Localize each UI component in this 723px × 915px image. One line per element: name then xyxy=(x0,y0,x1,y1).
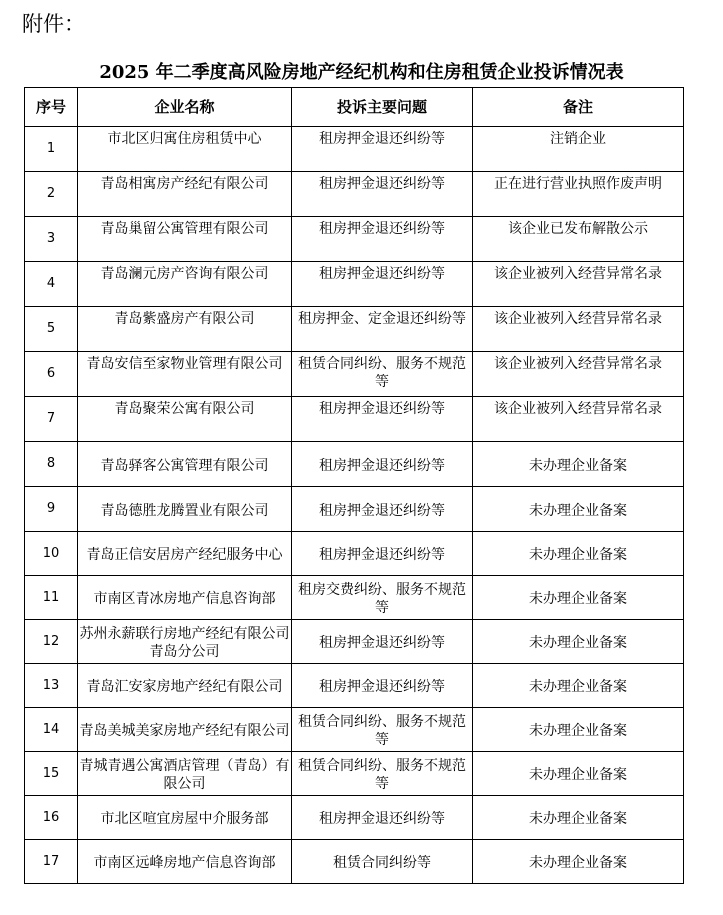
cell-company-name: 市南区远峰房地产信息咨询部 xyxy=(78,840,292,884)
cell-complaint-issue: 租赁合同纠纷、服务不规范等 xyxy=(292,708,473,752)
cell-complaint-issue: 租赁合同纠纷等 xyxy=(292,840,473,884)
cell-company-name: 苏州永薪联行房地产经纪有限公司青岛分公司 xyxy=(78,620,292,664)
table-row xyxy=(25,532,684,576)
table-row xyxy=(25,752,684,796)
column-header-name: 企业名称 xyxy=(78,88,292,127)
cell-no: 4 xyxy=(25,262,78,307)
cell-complaint-issue: 租房押金退还纠纷等 xyxy=(292,442,473,487)
table-row xyxy=(25,796,684,840)
cell-complaint-issue: 租房押金退还纠纷等 xyxy=(292,172,473,217)
cell-complaint-issue: 租房押金退还纠纷等 xyxy=(292,217,473,262)
cell-note: 注销企业 xyxy=(473,127,684,172)
cell-company-name: 青岛巢留公寓管理有限公司 xyxy=(78,217,292,262)
cell-note: 未办理企业备案 xyxy=(473,840,684,884)
cell-no: 6 xyxy=(25,352,78,397)
cell-company-name: 青城青遇公寓酒店管理（青岛）有限公司 xyxy=(78,752,292,796)
cell-complaint-issue: 租房押金退还纠纷等 xyxy=(292,664,473,708)
cell-company-name: 青岛德胜龙腾置业有限公司 xyxy=(78,487,292,532)
cell-company-name: 青岛相寓房产经纪有限公司 xyxy=(78,172,292,217)
cell-note: 未办理企业备案 xyxy=(473,532,684,576)
cell-complaint-issue: 租房押金退还纠纷等 xyxy=(292,620,473,664)
cell-note: 未办理企业备案 xyxy=(473,796,684,840)
table-row xyxy=(25,840,684,884)
table-row xyxy=(25,352,684,397)
cell-note: 未办理企业备案 xyxy=(473,708,684,752)
table-row xyxy=(25,576,684,620)
cell-note: 未办理企业备案 xyxy=(473,442,684,487)
cell-no: 2 xyxy=(25,172,78,217)
table-row xyxy=(25,397,684,442)
cell-company-name: 青岛安信至家物业管理有限公司 xyxy=(78,352,292,397)
table-row xyxy=(25,487,684,532)
cell-no: 1 xyxy=(25,127,78,172)
cell-company-name: 市北区归寓住房租赁中心 xyxy=(78,127,292,172)
cell-no: 7 xyxy=(25,397,78,442)
table-header-row xyxy=(25,88,684,127)
cell-note: 该企业已发布解散公示 xyxy=(473,217,684,262)
cell-note: 未办理企业备案 xyxy=(473,664,684,708)
cell-company-name: 市北区喧宜房屋中介服务部 xyxy=(78,796,292,840)
cell-complaint-issue: 租房押金退还纠纷等 xyxy=(292,127,473,172)
cell-company-name: 青岛聚荣公寓有限公司 xyxy=(78,397,292,442)
table-row xyxy=(25,664,684,708)
cell-note: 该企业被列入经营异常名录 xyxy=(473,397,684,442)
cell-no: 10 xyxy=(25,532,78,576)
cell-company-name: 青岛汇安家房地产经纪有限公司 xyxy=(78,664,292,708)
cell-no: 12 xyxy=(25,620,78,664)
table-row xyxy=(25,307,684,352)
cell-no: 15 xyxy=(25,752,78,796)
cell-company-name: 青岛正信安居房产经纪服务中心 xyxy=(78,532,292,576)
cell-company-name: 青岛美城美家房地产经纪有限公司 xyxy=(78,708,292,752)
cell-complaint-issue: 租房押金退还纠纷等 xyxy=(292,796,473,840)
cell-complaint-issue: 租房押金退还纠纷等 xyxy=(292,397,473,442)
cell-note: 未办理企业备案 xyxy=(473,576,684,620)
table-row xyxy=(25,442,684,487)
cell-note: 未办理企业备案 xyxy=(473,752,684,796)
cell-company-name: 青岛驿客公寓管理有限公司 xyxy=(78,442,292,487)
cell-complaint-issue: 租房押金退还纠纷等 xyxy=(292,487,473,532)
cell-complaint-issue: 租房押金退还纠纷等 xyxy=(292,532,473,576)
table-row xyxy=(25,620,684,664)
cell-complaint-issue: 租赁合同纠纷、服务不规范等 xyxy=(292,352,473,397)
cell-complaint-issue: 租赁合同纠纷、服务不规范等 xyxy=(292,752,473,796)
cell-company-name: 青岛澜元房产咨询有限公司 xyxy=(78,262,292,307)
complaints-table xyxy=(24,87,684,884)
cell-complaint-issue: 租房押金、定金退还纠纷等 xyxy=(292,307,473,352)
column-header-no: 序号 xyxy=(25,88,78,127)
attachment-label: 附件： xyxy=(22,12,85,36)
column-header-note: 备注 xyxy=(473,88,684,127)
cell-no: 16 xyxy=(25,796,78,840)
cell-note: 该企业被列入经营异常名录 xyxy=(473,262,684,307)
column-header-issue: 投诉主要问题 xyxy=(292,88,473,127)
cell-no: 3 xyxy=(25,217,78,262)
cell-complaint-issue: 租房交费纠纷、服务不规范等 xyxy=(292,576,473,620)
cell-complaint-issue: 租房押金退还纠纷等 xyxy=(292,262,473,307)
cell-no: 14 xyxy=(25,708,78,752)
cell-note: 该企业被列入经营异常名录 xyxy=(473,307,684,352)
cell-no: 9 xyxy=(25,487,78,532)
cell-note: 未办理企业备案 xyxy=(473,487,684,532)
cell-company-name: 青岛紫盛房产有限公司 xyxy=(78,307,292,352)
table-row xyxy=(25,217,684,262)
cell-no: 5 xyxy=(25,307,78,352)
cell-company-name: 市南区青冰房地产信息咨询部 xyxy=(78,576,292,620)
document-title: 2025 年二季度高风险房地产经纪机构和住房租赁企业投诉情况表 xyxy=(99,62,624,83)
cell-note: 该企业被列入经营异常名录 xyxy=(473,352,684,397)
cell-no: 8 xyxy=(25,442,78,487)
cell-note: 正在进行营业执照作废声明 xyxy=(473,172,684,217)
cell-no: 17 xyxy=(25,840,78,884)
table-row xyxy=(25,262,684,307)
table-row xyxy=(25,127,684,172)
cell-note: 未办理企业备案 xyxy=(473,620,684,664)
table-row xyxy=(25,708,684,752)
table-row xyxy=(25,172,684,217)
cell-no: 13 xyxy=(25,664,78,708)
cell-no: 11 xyxy=(25,576,78,620)
